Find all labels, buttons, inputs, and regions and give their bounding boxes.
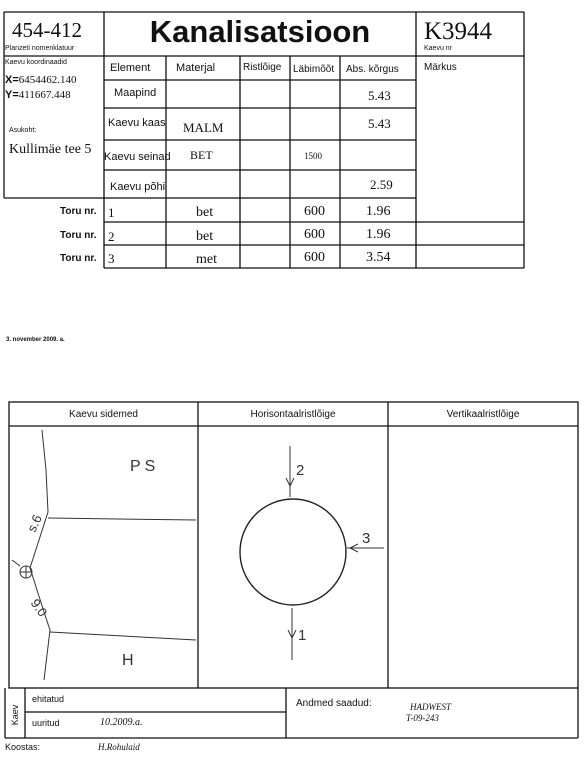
pipe-number: 2 (108, 229, 115, 244)
footer-surveyed-label: uuritud (32, 718, 60, 728)
sketch-col-title-vertical: Vertikaalristlõige (446, 409, 520, 420)
row-element: Kaevu kaas (108, 117, 166, 129)
coord-y: Y=411667.448 (5, 89, 71, 101)
row-height: 5.43 (368, 88, 391, 103)
pipe-diameter: 600 (304, 250, 325, 265)
pipe-height: 1.96 (366, 204, 391, 219)
footer-data-from-label: Andmed saadud: (296, 698, 372, 709)
footer-built-label: ehitatud (32, 694, 65, 704)
col-header-material: Materjal (176, 62, 216, 74)
footer-kaev-label: Kaev (10, 704, 20, 726)
well-number-label: Kaevu nr (424, 45, 453, 52)
row-element: Kaevu seinad (104, 151, 171, 163)
sketch-col-title-connections: Kaevu sidemed (69, 409, 138, 420)
pipe-diameter: 600 (304, 227, 325, 242)
row-material: MALM (183, 120, 224, 135)
footer-data-from-value-2: T-09-243 (406, 713, 439, 723)
pipe-height: 3.54 (366, 250, 391, 265)
pipe-number: 3 (108, 251, 115, 266)
row-height: 2.59 (370, 177, 393, 192)
well-symbol-icon (20, 566, 32, 578)
footer-surveyed-value: 10.2009.a. (100, 717, 143, 728)
pipe-label: Toru nr. (60, 206, 97, 217)
col-header-section: Ristlõige (243, 62, 282, 73)
well-number-value: K3944 (424, 18, 493, 45)
row-height: 5.43 (368, 116, 391, 131)
sketch-label-h: H (122, 652, 134, 669)
pipe-number: 1 (108, 205, 115, 220)
coords-label: Kaevu koordinaadid (5, 59, 67, 66)
row-element: Kaevu põhi (110, 181, 166, 193)
document-date: 3. november 2009. a. (6, 337, 65, 343)
row-material: BET (190, 148, 213, 162)
sketch-label-distance-2: 9.0 (27, 596, 51, 620)
row-element: Maapind (114, 87, 157, 99)
footer-compiled-label: Koostas: (5, 742, 41, 752)
pipe-label: Toru nr. (60, 230, 97, 241)
sketch-label-distance-1: s.6 (24, 512, 45, 535)
connection-sketch (12, 430, 196, 680)
pipe-label: Toru nr. (60, 253, 97, 264)
col-header-element: Element (110, 62, 151, 74)
coord-x: X=6454462.140 (5, 74, 77, 86)
nomenclature-label: Planzeti nomenklatuur (5, 45, 75, 52)
sketch-col-title-horizontal: Horisontaalristlõige (250, 409, 336, 420)
pipe-arrow-label-3: 3 (362, 530, 371, 547)
location-value: Kullimäe tee 5 (9, 142, 92, 157)
pipe-material: met (196, 252, 217, 267)
col-header-remark: Märkus (424, 62, 457, 73)
pipe-height: 1.96 (366, 227, 391, 242)
location-label: Asukoht: (9, 127, 37, 134)
pipe-arrow-label-1: 1 (298, 627, 307, 644)
pipe-diameter: 600 (304, 204, 325, 219)
pipe-material: bet (196, 205, 214, 220)
horizontal-section-drawing (240, 499, 346, 605)
col-header-diameter: Läbimõõt (293, 64, 335, 75)
col-header-height: Abs. kõrgus (346, 64, 399, 75)
page-title: Kanalisatsioon (149, 14, 371, 49)
pipe-arrow-label-2: 2 (296, 462, 305, 479)
pipe-material: bet (196, 229, 214, 244)
footer-compiled-value: H.Rohulaid (98, 742, 140, 752)
sketch-label-ps: PS (130, 458, 160, 475)
row-diameter: 1500 (304, 151, 322, 161)
footer-data-from-value-1: HADWEST (410, 702, 451, 712)
nomenclature-value: 454-412 (12, 18, 82, 42)
